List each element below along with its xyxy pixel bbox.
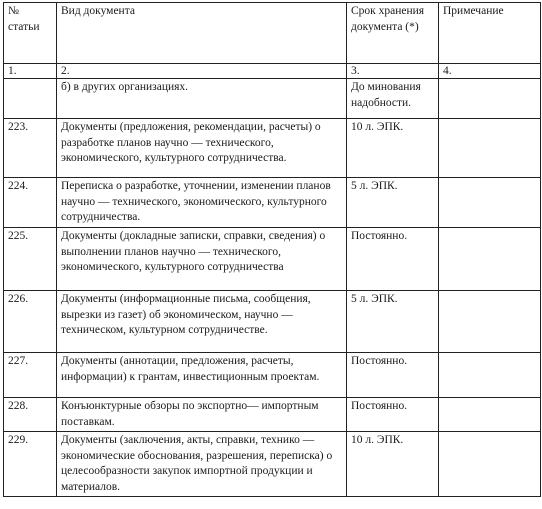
- column-index-cell: 2.: [57, 64, 347, 79]
- retention-term-cell: Постоянно.: [347, 353, 439, 398]
- article-number-cell: 225.: [4, 228, 57, 291]
- document-type-cell: Документы (предложения, рекомендации, расчеты) о разработке планов научно — технического, экономического, культурного сотрудничества.: [57, 119, 347, 178]
- document-type-cell: Документы (аннотации, предложения, расчеты, информации) к грантам, инвестиционным проектам.: [57, 353, 347, 398]
- article-number-cell: 227.: [4, 353, 57, 398]
- table-row: [4, 119, 541, 178]
- retention-term-cell: 5 л. ЭПК.: [347, 178, 439, 228]
- retention-schedule-table: [3, 2, 541, 497]
- column-index-cell: 4.: [439, 64, 541, 79]
- document-type-cell: Документы (заключения, акты, справки, технико — экономические обоснования, разрешения, переписка) о целесообразности закупок импортной продукции и материалов.: [57, 432, 347, 497]
- column-index-cell: 1.: [4, 64, 57, 79]
- table-row: [4, 291, 541, 353]
- retention-term-cell: 10 л. ЭПК.: [347, 119, 439, 178]
- article-number-cell: 229.: [4, 432, 57, 497]
- column-index-row: [4, 64, 541, 79]
- document-type-cell: Документы (информационные письма, сообщения, вырезки из газет) об экономическом, научно — техническом, культурном сотрудничестве.: [57, 291, 347, 353]
- table-row: [4, 228, 541, 291]
- table-row: [4, 432, 541, 497]
- retention-term-cell: 10 л. ЭПК.: [347, 432, 439, 497]
- article-number-cell: [4, 79, 57, 119]
- note-cell: [439, 119, 541, 178]
- article-number-cell: 224.: [4, 178, 57, 228]
- retention-term-cell: До минования надобности.: [347, 79, 439, 119]
- table-row: [4, 178, 541, 228]
- column-index-cell: 3.: [347, 64, 439, 79]
- note-cell: [439, 79, 541, 119]
- note-cell: [439, 353, 541, 398]
- document-type-cell: Переписка о разработке, уточнении, изменении планов научно — технического, экономического, культурного сотрудничества.: [57, 178, 347, 228]
- table-header-row: [4, 3, 541, 64]
- document-type-cell: Документы (докладные записки, справки, сведения) о выполнении планов научно — технического, экономического, культурного сотрудничества: [57, 228, 347, 291]
- document-type-cell: б) в других организациях.: [57, 79, 347, 119]
- retention-term-cell: Постоянно.: [347, 398, 439, 432]
- retention-term-cell: 5 л. ЭПК.: [347, 291, 439, 353]
- article-number-cell: 228.: [4, 398, 57, 432]
- document-type-cell: Конъюнктурные обзоры по экспортно— импортным поставкам.: [57, 398, 347, 432]
- note-cell: [439, 178, 541, 228]
- retention-term-cell: Постоянно.: [347, 228, 439, 291]
- note-cell: [439, 432, 541, 497]
- header-note: Примечание: [439, 3, 541, 64]
- table-row: [4, 79, 541, 119]
- article-number-cell: 226.: [4, 291, 57, 353]
- table-row: [4, 353, 541, 398]
- header-article-number: № статьи: [4, 3, 57, 64]
- note-cell: [439, 291, 541, 353]
- header-document-type: Вид документа: [57, 3, 347, 64]
- article-number-cell: 223.: [4, 119, 57, 178]
- note-cell: [439, 228, 541, 291]
- table-row: [4, 398, 541, 432]
- header-retention-term: Срок хранения документа (*): [347, 3, 439, 64]
- note-cell: [439, 398, 541, 432]
